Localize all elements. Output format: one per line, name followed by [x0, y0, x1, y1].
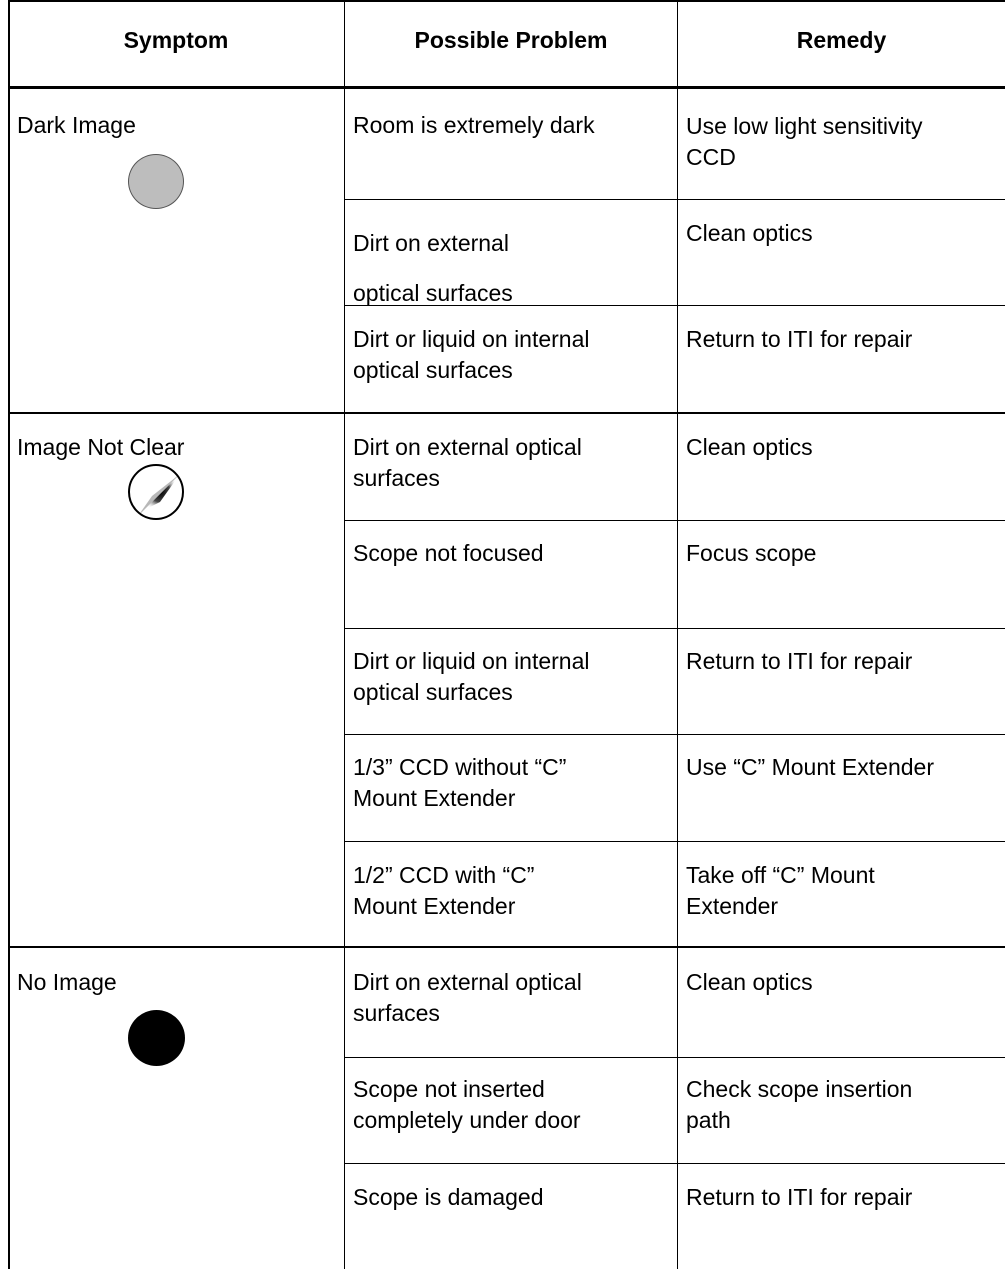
gray-circle-icon [128, 154, 184, 209]
table-top-border [8, 0, 1005, 2]
remedy-cell: Return to ITI for repair [686, 1184, 913, 1210]
table-left-border [8, 0, 10, 1269]
problem-cell: Dirt on external optical surfaces [353, 969, 582, 1026]
problem-cell: Dirt on external optical surfaces [353, 434, 582, 491]
group-divider [8, 412, 1005, 414]
header-possible-problem: Possible Problem [414, 27, 608, 53]
blurred-lens-icon [128, 464, 184, 520]
problem-cell: 1/3” CCD without “C” Mount Extender [353, 754, 567, 811]
remedy-cell: Take off “C” Mount Extender [686, 862, 875, 919]
troubleshooting-table [8, 0, 1005, 1269]
row-divider [345, 841, 1005, 842]
row-divider [345, 520, 1005, 521]
problem-cell: Dirt or liquid on internal optical surfaces [353, 326, 590, 383]
remedy-cell: Use low light sensitivity CCD [686, 113, 923, 170]
problem-cell: Scope not inserted completely under door [353, 1076, 581, 1133]
group-divider [8, 946, 1005, 948]
row-divider [345, 1057, 1005, 1058]
row-divider [345, 628, 1005, 629]
symptom-label: No Image [17, 969, 117, 995]
header-symptom: Symptom [123, 27, 229, 53]
remedy-cell: Check scope insertion path [686, 1076, 913, 1133]
symptom-label: Dark Image [17, 112, 136, 138]
remedy-cell: Clean optics [686, 220, 813, 246]
remedy-cell: Return to ITI for repair [686, 648, 913, 674]
remedy-cell: Use “C” Mount Extender [686, 754, 934, 780]
header-remedy: Remedy [796, 27, 887, 53]
black-circle-icon [128, 1010, 185, 1066]
remedy-cell: Clean optics [686, 434, 813, 460]
row-divider [345, 199, 1005, 200]
column-divider [344, 0, 345, 1269]
problem-cell: Scope not focused [353, 540, 544, 566]
problem-cell: Scope is damaged [353, 1184, 544, 1210]
row-divider [345, 734, 1005, 735]
problem-cell: Dirt on external optical surfaces [353, 230, 513, 306]
remedy-cell: Clean optics [686, 969, 813, 995]
header-bottom-border [8, 86, 1005, 89]
row-divider [345, 1163, 1005, 1164]
problem-cell: 1/2” CCD with “C” Mount Extender [353, 862, 535, 919]
problem-cell: Room is extremely dark [353, 112, 595, 138]
problem-cell: Dirt or liquid on internal optical surfaces [353, 648, 590, 705]
remedy-cell: Return to ITI for repair [686, 326, 913, 352]
symptom-label: Image Not Clear [17, 434, 185, 460]
column-divider [677, 0, 678, 1269]
remedy-cell: Focus scope [686, 540, 817, 566]
